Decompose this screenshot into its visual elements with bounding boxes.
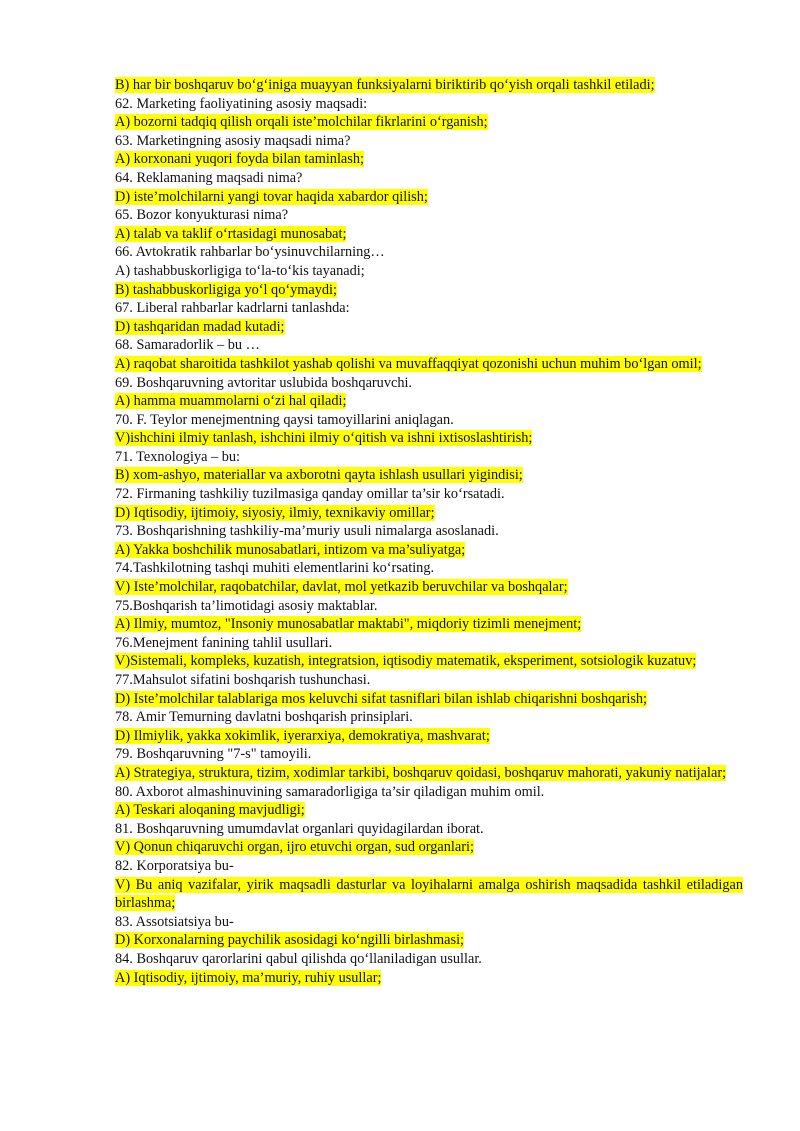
answer-line <box>115 392 743 411</box>
question-line <box>115 411 743 430</box>
highlighted-answer-text: A) Iqtisodiy, ijtimoiy, ma’muriy, ruhiy usullar; <box>115 969 382 986</box>
answer-line <box>115 150 743 169</box>
answer-line <box>115 838 743 857</box>
highlighted-answer-text: B) xom-ashyo, materiallar va axborotni qayta ishlash usullari yigindisi; <box>115 467 523 484</box>
question-line <box>115 336 743 355</box>
question-line <box>115 485 743 504</box>
question-text: 73. Boshqarishning tashkiliy-ma’muriy usuli nimalarga asoslanadi. <box>115 523 499 540</box>
question-line <box>115 262 743 281</box>
highlighted-answer-text: A) bozorni tadqiq qilish orqali iste’molchilar fikrlarini o‘rganish; <box>115 114 488 131</box>
highlighted-answer-text: V) Iste’molchilar, raqobatchilar, davlat, mol yetkazib beruvchilar va boshqalar; <box>115 579 568 596</box>
question-text: A) tashabbuskorligiga to‘la-to‘kis tayanadi; <box>115 262 365 279</box>
question-line <box>115 708 743 727</box>
question-text: 82. Korporatsiya bu- <box>115 857 234 874</box>
highlighted-answer-text: V)Sistemali, kompleks, kuzatish, integratsion, iqtisodiy matematik, eksperiment, sotsiologik kuzatuv; <box>115 653 697 670</box>
answer-line <box>115 727 743 746</box>
answer-line <box>115 76 743 95</box>
answer-line <box>115 466 743 485</box>
highlighted-answer-text: D) tashqaridan madad kutadi; <box>115 318 285 335</box>
highlighted-answer-text: A) Teskari aloqaning mavjudligi; <box>115 802 305 819</box>
answer-line <box>115 541 743 560</box>
question-line <box>115 132 743 151</box>
question-text: 75.Boshqarish ta’limotidagi asosiy maktablar. <box>115 597 378 614</box>
question-text: 79. Boshqaruvning "7-s" tamoyili. <box>115 746 312 763</box>
question-text: 77.Mahsulot sifatini boshqarish tushunchasi. <box>115 672 371 688</box>
highlighted-answer-text: A) korxonani yuqori foyda bilan taminlash; <box>115 151 364 168</box>
highlighted-answer-text: V) Qonun chiqaruvchi organ, ijro etuvchi organ, sud organlari; <box>115 839 474 856</box>
answer-line <box>115 801 743 820</box>
highlighted-answer-text: A) raqobat sharoitida tashkilot yashab qolishi va muvaffaqqiyat qozonishi uchun muhim bo‘lgan omil; <box>115 355 702 372</box>
highlighted-answer-text: V)ishchini ilmiy tanlash, ishchini ilmiy o‘qitish va ishni ixtisoslashtirish; <box>115 430 533 447</box>
question-text: 62. Marketing faoliyatining asosiy maqsadi: <box>115 95 368 112</box>
question-line <box>115 783 743 802</box>
question-line <box>115 243 743 262</box>
highlighted-answer-text: B) tashabbuskorligiga yo‘l qo‘ymaydi; <box>115 281 337 298</box>
question-text: 65. Bozor konyukturasi nima? <box>115 207 289 224</box>
answer-line <box>115 969 743 988</box>
highlighted-answer-text: D) Iqtisodiy, ijtimoiy, siyosiy, ilmiy, texnikaviy omillar; <box>115 504 435 521</box>
question-text: 72. Firmaning tashkiliy tuzilmasiga qanday omillar ta’sir ko‘rsatadi. <box>115 486 505 503</box>
highlighted-answer-text: B) har bir boshqaruv bo‘g‘iniga muayyan funksiyalarni biriktirib qo‘yish orqali tashkil etiladi; <box>115 77 655 93</box>
answer-line <box>115 504 743 523</box>
highlighted-answer-text: V) Bu aniq vazifalar, yirik maqsadli dasturlar va loyihalarni amalga oshirish maqsadida tashkil etiladigan birlashma; <box>115 876 743 912</box>
question-text: 80. Axborot almashinuvining samaradorligiga ta’sir qiladigan muhim omil. <box>115 783 545 800</box>
document-body <box>115 76 743 987</box>
answer-line <box>115 225 743 244</box>
answer-line <box>115 931 743 950</box>
highlighted-answer-text: D) Korxonalarning paychilik asosidagi ko‘ngilli birlashmasi; <box>115 932 465 949</box>
question-text: 78. Amir Temurning davlatni boshqarish prinsiplari. <box>115 709 413 726</box>
question-text: 67. Liberal rahbarlar kadrlarni tanlashda: <box>115 300 350 317</box>
answer-line <box>115 578 743 597</box>
answer-line <box>115 188 743 207</box>
answer-line <box>115 764 743 783</box>
highlighted-answer-text: A) Ilmiy, mumtoz, "Insoniy munosabatlar maktabi", miqdoriy tizimli menejment; <box>115 616 582 633</box>
question-line <box>115 299 743 318</box>
question-text: 64. Reklamaning maqsadi nima? <box>115 169 303 186</box>
highlighted-answer-text: D) Ilmiylik, yakka xokimlik, iyerarxiya, demokratiya, mashvarat; <box>115 727 490 744</box>
highlighted-answer-text: A) hamma muammolarni o‘zi hal qiladi; <box>115 393 347 410</box>
question-line <box>115 820 743 839</box>
answer-line <box>115 690 743 709</box>
question-text: 81. Boshqaruvning umumdavlat organlari quyidagilardan iborat. <box>115 820 484 837</box>
question-text: 69. Boshqaruvning avtoritar uslubida boshqaruvchi. <box>115 374 413 391</box>
highlighted-answer-text: A) Strategiya, struktura, tizim, xodimlar tarkibi, boshqaruv qoidasi, boshqaruv mahorati, yakuniy natijalar; <box>115 764 727 781</box>
question-line <box>115 169 743 188</box>
question-line <box>115 913 743 932</box>
question-text: 71. Texnologiya – bu: <box>115 448 241 465</box>
question-line <box>115 95 743 114</box>
question-line <box>115 634 743 653</box>
highlighted-answer-text: D) Iste’molchilar talablariga mos keluvchi sifat tasniflari bilan ishlab chiqarishni boshqarish; <box>115 690 648 707</box>
question-line <box>115 448 743 467</box>
answer-line <box>115 355 743 374</box>
question-text: 83. Assotsiatsiya bu- <box>115 913 234 930</box>
question-line <box>115 745 743 764</box>
answer-line <box>115 318 743 337</box>
answer-line <box>115 429 743 448</box>
answer-line <box>115 876 743 913</box>
question-line <box>115 671 743 690</box>
question-text: 68. Samaradorlik – bu … <box>115 337 260 354</box>
highlighted-answer-text: D) iste’molchilarni yangi tovar haqida xabardor qilish; <box>115 188 428 205</box>
question-text: 76.Menejment fanining tahlil usullari. <box>115 634 333 651</box>
highlighted-answer-text: A) talab va taklif o‘rtasidagi munosabat; <box>115 225 347 242</box>
question-line <box>115 950 743 969</box>
question-text: 66. Avtokratik rahbarlar bo‘ysinuvchilarning… <box>115 244 385 261</box>
answer-line <box>115 113 743 132</box>
question-text: 74.Tashkilotning tashqi muhiti elementlarini ko‘rsating. <box>115 560 435 577</box>
answer-line <box>115 652 743 671</box>
question-line <box>115 206 743 225</box>
question-text: 63. Marketingning asosiy maqsadi nima? <box>115 132 351 149</box>
question-line <box>115 597 743 616</box>
question-text: 84. Boshqaruv qarorlarini qabul qilishda qo‘llaniladigan usullar. <box>115 950 482 967</box>
answer-line <box>115 281 743 300</box>
question-line <box>115 374 743 393</box>
question-line <box>115 857 743 876</box>
highlighted-answer-text: A) Yakka boshchilik munosabatlari, intizom va ma’suliyatga; <box>115 541 466 558</box>
question-text: 70. F. Teylor menejmentning qaysi tamoyillarini aniqlagan. <box>115 411 454 428</box>
answer-line <box>115 615 743 634</box>
question-line <box>115 522 743 541</box>
question-line <box>115 559 743 578</box>
